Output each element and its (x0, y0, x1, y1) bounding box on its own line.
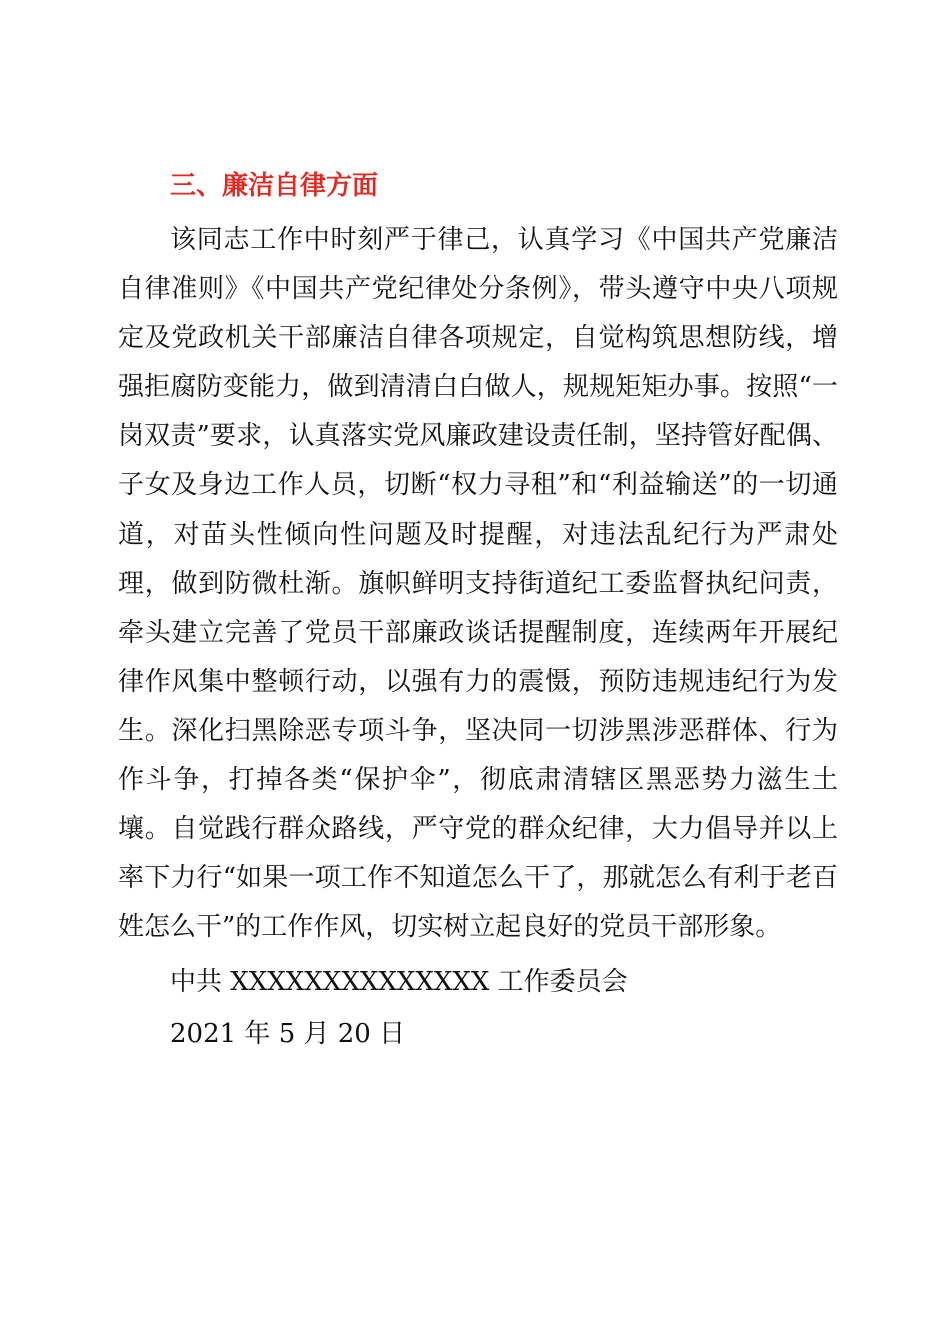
section-heading: 三、廉洁自律方面 (170, 171, 379, 201)
signature-date: 2021 年 5 月 20 日 (170, 1019, 406, 1049)
body-paragraph: 该同志工作中时刻严于律己，认真学习《中国共产党廉洁自律准则》《中国共产党纪律处分条例》，带头遵守中央八项规定及党政机关干部廉洁自律各项规定，自觉构筑思想防线，增强拒腐防变能力，做到清清白白做人，规规矩矩办事。按照“一岗双责”要求，认真落实党风廉政建设责任制，坚持管好配偶、子女及身边工作人员，切断“权力寻租”和“利益输送”的一切通道，对苗头性倾向性问题及时提醒，对违法乱纪行为严肃处理，做到防微杜渐。旗帜鲜明支持街道纪工委监督执纪问责，牵头建立完善了党员干部廉政谈话提醒制度，连续两年开展纪律作风集中整顿行动，以强有力的震慑，预防违规违纪行为发生。深化扫黑除恶专项斗争，坚决同一切涉黑涉恶群体、行为作斗争，打掉各类“保护伞”，彻底肃清辖区黑恶势力滋生土壤。自觉践行群众路线，严守党的群众纪律，大力倡导并以上率下力行“如果一项工作不知道怎么干了，那就怎么有利于老百姓怎么干”的工作作风，切实树立起良好的党员干部形象。 (118, 225, 838, 943)
signature-organization: 中共 XXXXXXXXXXXXXX 工作委员会 (170, 967, 628, 997)
